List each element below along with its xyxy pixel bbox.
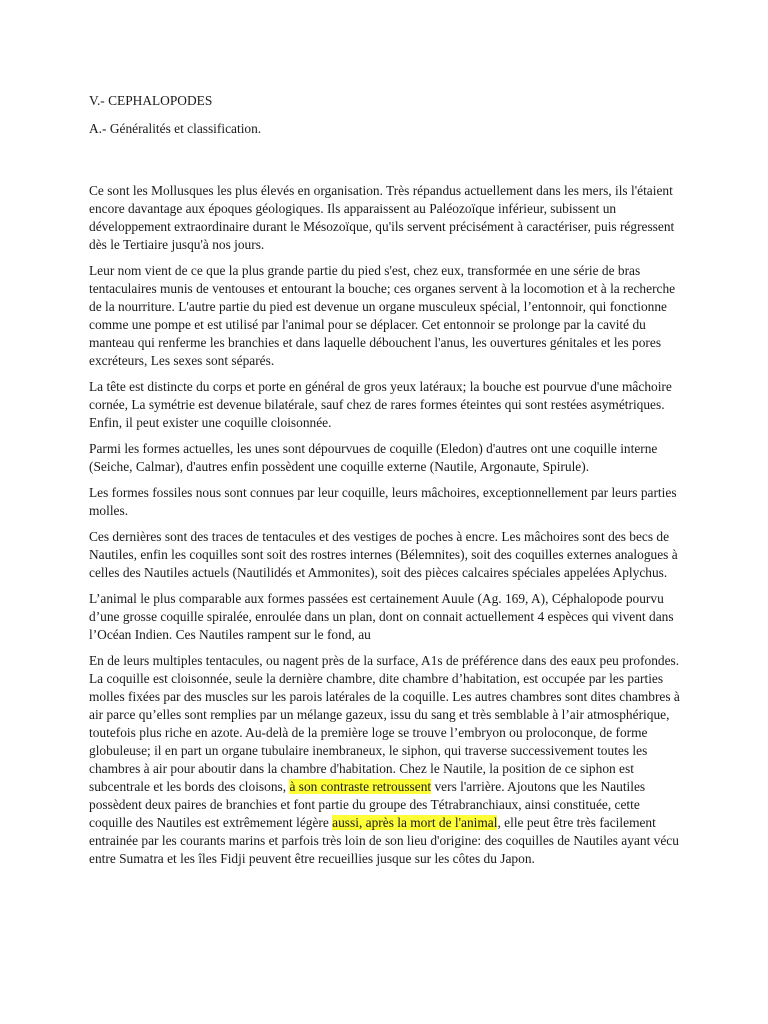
paragraph-8-text-3: , elle peut être très facilement entrainée par les courants marins et parfois très loin de son lieu d'origine: des coquilles de Nautiles ayant vécu entre Sumatra et les îles Fidji peuvent être recueillies jusque sur les côtes du Japon. <box>89 815 679 866</box>
paragraph-7: L’animal le plus comparable aux formes passées est certainement Auule (Ag. 169, A), Céphalopode pourvu d’une grosse coquille spiralée, enroulée dans un plan, dont on connait actuellement 4 espèces qui vivent dans l’Océan Indien. Ces Nautiles rampent sur le fond, au <box>89 591 674 642</box>
paragraph-3: La tête est distincte du corps et porte en général de gros yeux latéraux; la bouche est pourvue d'une mâchoire cornée, La symétrie est devenue bilatérale, sauf chez de rares formes éteintes qui sont restées asymétriques. Enfin, il peut exister une coquille cloisonnée. <box>89 379 672 430</box>
paragraph-5: Les formes fossiles nous sont connues par leur coquille, leurs mâchoires, exceptionnellement par leurs parties molles. <box>89 485 677 518</box>
highlighted-text-2: aussi, après la mort de l'animal <box>332 815 498 830</box>
section-subtitle: A.- Généralités et classification. <box>89 121 262 136</box>
paragraph-6: Ces dernières sont des traces de tentacules et des vestiges de poches à encre. Les mâchoires sont des becs de Nautiles, enfin les coquilles sont soit des rostres internes (Bélemnites), soit des coquilles externes analogues à celles des Nautiles actuels (Nautilidés et Ammonites), soit des pièces calcaires spéciales appelées Aplychus. <box>89 529 678 580</box>
paragraph-8 <box>89 652 685 868</box>
document-body <box>89 92 685 876</box>
highlighted-text-1: à son contraste retroussent <box>289 779 432 794</box>
paragraph-1: Ce sont les Mollusques les plus élevés en organisation. Très répandus actuellement dans les mers, ils l'étaient encore davantage aux époques géologiques. Ils apparaissent au Paléozoïque inférieur, subissent un développement extraordinaire durant le Mésozoïque, qu'ils servent précisément à caractériser, puis régressent dès le Tertiaire jusqu'à nos jours. <box>89 183 675 252</box>
paragraph-2: Leur nom vient de ce que la plus grande partie du pied s'est, chez eux, transformée en une série de bras tentaculaires munis de ventouses et entourant la bouche; ces organes servent à la locomotion et à la recherche de la nourriture. L'autre partie du pied est devenue un organe musculeux spécial, l’entonnoir, qui fonctionne comme une pompe et est utilisé par l'animal pour se déplacer. Cet entonnoir se prolonge par la cavité du manteau qui renferme les branchies et dans laquelle débouchent l'anus, les ouvertures génitales et les pores excréteurs, Les sexes sont séparés. <box>89 263 676 368</box>
paragraph-8-text-1: En de leurs multiples tentacules, ou nagent près de la surface, A1s de préférence dans des eaux peu profondes. La coquille est cloisonnée, seule la dernière chambre, dite chambre d’habitation, est occupée par les parties molles fixées par des muscles sur les parois latérales de la coquille. Les autres chambres sont dites chambres à air parce qu’elles sont remplies par un mélange gazeux, issu du sang et très semblable à l’air atmosphérique, toutefois plus riche en azote. Au-delà de la première loge se trouve l’embryon ou proloconque, de forme globuleuse; il en part un organe tubulaire inembraneux, le siphon, qui traverse successivement toutes les chambres à air pour aboutir dans la chambre d'habitation. Chez le Nautile, la position de ce siphon est subcentrale et les bords des cloisons, <box>89 653 680 794</box>
section-title: V.- CEPHALOPODES <box>89 93 213 108</box>
paragraph-8-text-2: vers l'arrière. Ajoutons que les Nautiles possèdent deux paires de branchies et font partie du groupe des Tétrabranchiaux, ainsi constituée, cette coquille des Nautiles est extrêmement légère <box>89 779 646 830</box>
paragraph-4: Parmi les formes actuelles, les unes sont dépourvues de coquille (Eledon) d'autres ont une coquille interne (Seiche, Calmar), d'autres enfin possèdent une coquille externe (Nautile, Argonaute, Spirule). <box>89 441 658 474</box>
